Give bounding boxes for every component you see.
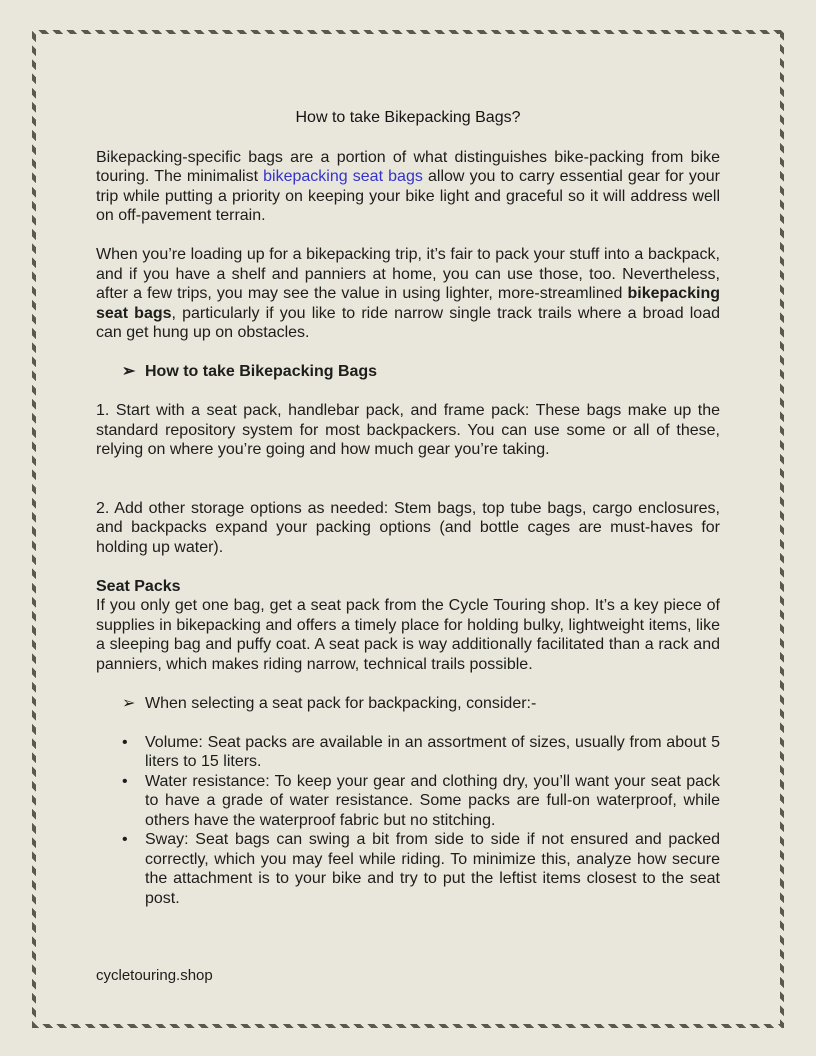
arrow-bullet-icon: ➢ bbox=[122, 694, 136, 712]
bikepacking-seat-bags-link[interactable]: bikepacking seat bags bbox=[263, 168, 423, 185]
consideration-bullet-list bbox=[122, 733, 720, 909]
list-item-text: Sway: Seat bags can swing a bit from side to side if not ensured and packed correctly, which you may feel while riding. To minimize this, analyze how secure the attachment is to your bike and try to put the leftist items closest to the seat post. bbox=[145, 831, 720, 907]
list-item-volume bbox=[122, 733, 720, 772]
seat-packs-heading: Seat Packs bbox=[96, 577, 181, 595]
dot-bullet-icon: • bbox=[122, 772, 128, 790]
paragraph-intro-text-before: Bikepacking-specific bags are a portion of what distinguishes bike-packing from bike touring. The minimalist bbox=[96, 148, 720, 185]
paragraph-loading-up bbox=[96, 245, 720, 343]
dot-bullet-icon: • bbox=[122, 733, 128, 751]
paragraph-step-1: 1. Start with a seat pack, handlebar pack, and frame pack: These bags make up the standard repository system for most backpackers. You can use some or all of these, relying on where you’re going and how much gear you’re taking. bbox=[96, 402, 720, 458]
footer-site-name: cycletouring.shop bbox=[96, 967, 213, 984]
paragraph-loading-up-text-before: When you’re loading up for a bikepacking trip, it’s fair to pack your stuff into a backpack, and if you have a shelf and panniers at home, you can use those, too. Nevertheless, after a few trips, you may see the value in using lighter, more-streamlined bbox=[96, 246, 720, 302]
paragraph-intro bbox=[96, 148, 720, 226]
dot-bullet-icon: • bbox=[122, 831, 128, 848]
arrow-bullet-icon: ➢ bbox=[122, 363, 136, 380]
arrow-bullet-how-to-take bbox=[122, 362, 720, 382]
document-body bbox=[96, 108, 720, 928]
paragraph-seat-packs: If you only get one bag, get a seat pack from the Cycle Touring shop. It’s a key piece of supplies in bikepacking and offers a timely place for holding bulky, lightweight items, like a sleeping bag and puffy coat. A seat pack is way additionally facilitated than a rack and panniers, which makes riding narrow, technical trails possible. bbox=[96, 597, 720, 673]
page-title: How to take Bikepacking Bags? bbox=[295, 109, 521, 126]
list-item-water-resistance bbox=[122, 772, 720, 831]
paragraph-intro-text-after: allow you to carry essential gear for your trip while putting a priority on keeping your bike light and graceful so it will address well on off-pavement terrain. bbox=[96, 168, 721, 224]
list-item-text: Volume: Seat packs are available in an assortment of sizes, usually from about 5 liters to 15 liters. bbox=[145, 733, 720, 770]
list-item-text: Water resistance: To keep your gear and clothing dry, you’ll want your seat pack to have a grade of water resistance. Some packs are full-on waterproof, while others have the waterproof fabric but no stitching. bbox=[145, 772, 720, 829]
bikepacking-seat-bags-bold: bikepacking seat bags bbox=[96, 285, 720, 322]
arrow-bullet-when-selecting bbox=[122, 694, 720, 714]
arrow-bullet-label: When selecting a seat pack for backpacking, consider:- bbox=[145, 694, 537, 712]
paragraph-step-2: 2. Add other storage options as needed: Stem bags, top tube bags, cargo enclosures, and backpacks expand your packing options (and bottle cages are must-haves for holding up water). bbox=[96, 499, 720, 556]
paragraph-loading-up-text-after: , particularly if you like to ride narrow single track trails where a broad load can get hung up on obstacles. bbox=[96, 304, 720, 341]
arrow-bullet-label: How to take Bikepacking Bags bbox=[145, 363, 378, 380]
list-item-sway bbox=[122, 830, 720, 908]
